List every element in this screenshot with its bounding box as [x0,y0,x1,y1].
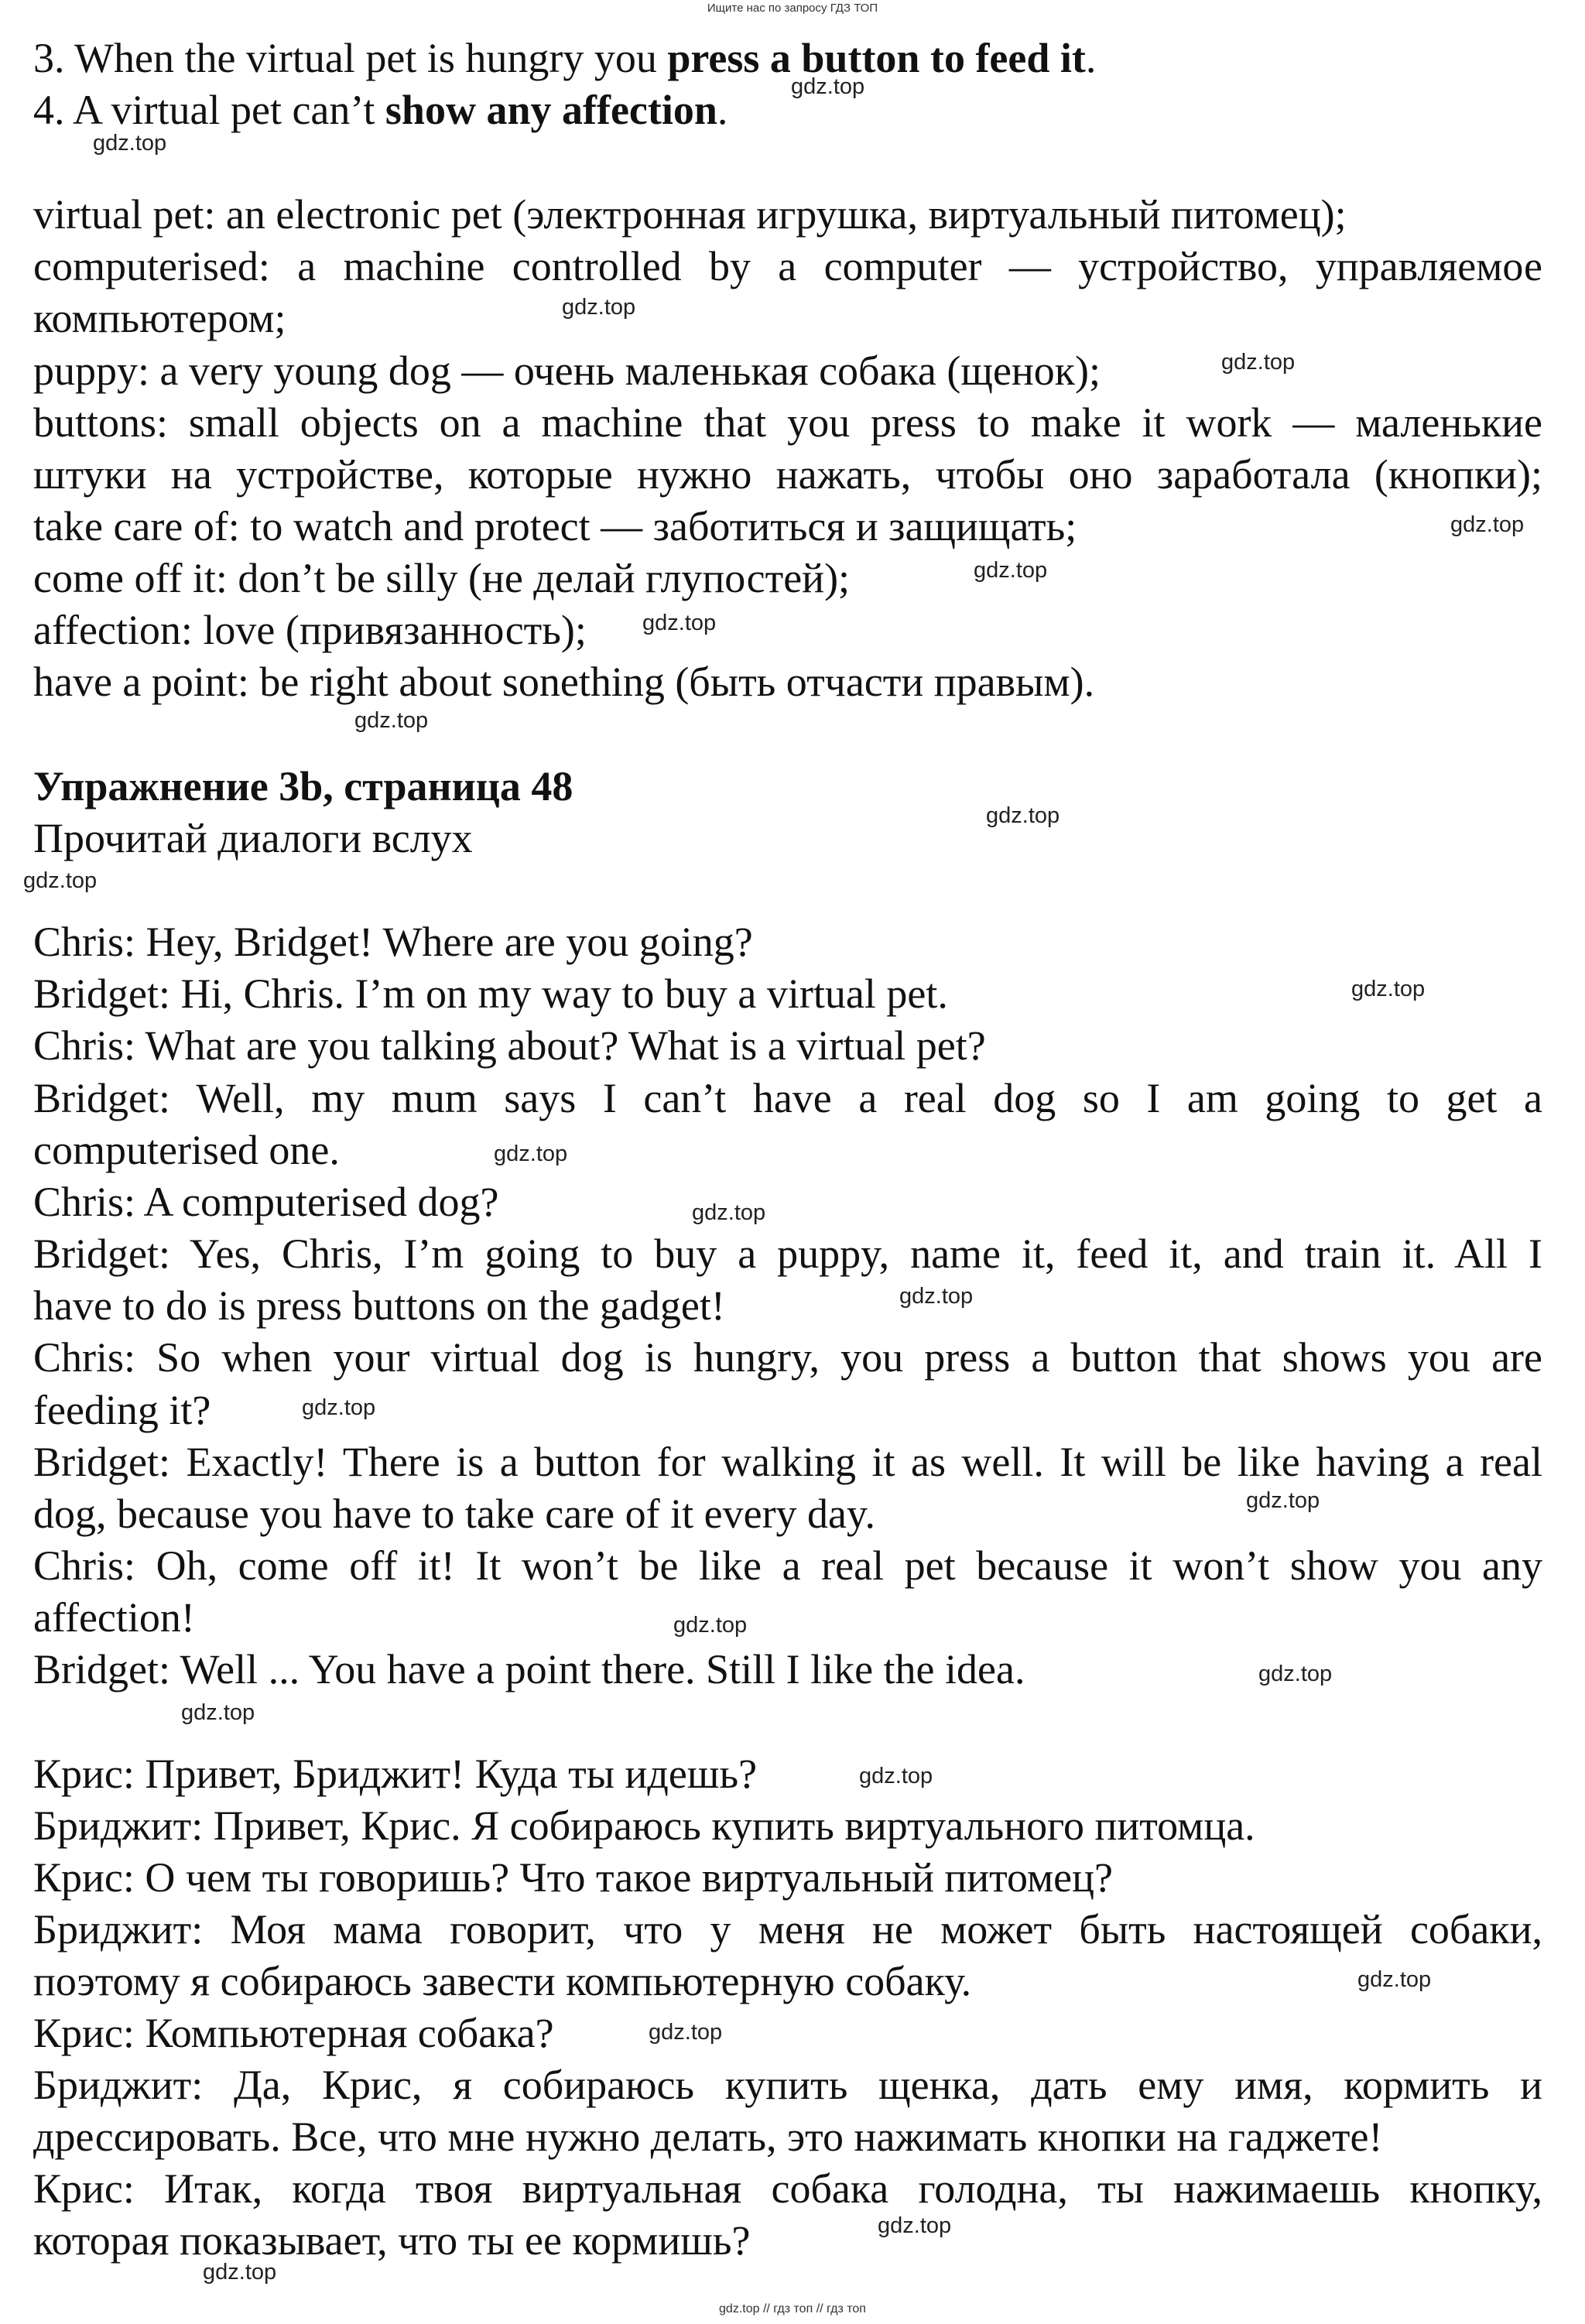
dialogue-en-line: computerised one. [33,1127,340,1173]
glossary-line: computerised: a machine controlled by a computer — устройство, управляемое [33,243,1542,289]
dialogue-en-line: Bridget: Exactly! There is a button for walking it as well. It will be like having a real [33,1439,1542,1485]
glossary-line: come off it: don’t be silly (не делай глупостей); [33,555,851,601]
watermark: gdz.top [354,708,429,733]
watermark: gdz.top [899,1284,974,1309]
watermark: gdz.top [494,1141,568,1166]
glossary-line: virtual pet: an electronic pet (электронная игрушка, виртуальный питомец); [33,191,1347,238]
dialogue-en-line: Bridget: Well, my mum says I can’t have a real dog so I am going to get a [33,1075,1542,1121]
watermark: gdz.top [1351,977,1426,1001]
watermark: gdz.top [203,2260,277,2285]
watermark: gdz.top [692,1200,766,1225]
dialogue-en-line: Chris: Oh, come off it! It won’t be like a real pet because it won’t show you any [33,1542,1542,1589]
watermark: gdz.top [878,2213,952,2238]
dialogue-en-line: Bridget: Yes, Chris, I’m going to buy a puppy, name it, feed it, and train it. All I [33,1230,1542,1277]
footer-links: gdz.top // гдз топ // гдз топ [719,2302,866,2315]
dialogue-en-line: Chris: A computerised dog? [33,1179,499,1225]
watermark: gdz.top [1258,1662,1333,1686]
dialogue-ru-line: которая показывает, что ты ее кормишь? [33,2217,751,2264]
watermark: gdz.top [791,74,865,99]
glossary-line: take care of: to watch and protect — заботиться и защищать; [33,503,1077,549]
watermark: gdz.top [859,1764,933,1788]
exercise-heading: Упражнение 3b, страница 48 [33,763,573,809]
watermark: gdz.top [642,611,717,635]
glossary-line: buttons: small objects on a machine that you press to make it work — маленькие [33,399,1542,446]
glossary-line: компьютером; [33,295,286,341]
dialogue-en-line: Bridget: Well ... You have a point there. Still I like the idea. [33,1646,1025,1693]
watermark: gdz.top [302,1395,376,1420]
dialogue-en-line: Chris: So when your virtual dog is hungry, you press a button that shows you are [33,1334,1542,1381]
dialogue-en-line: Chris: What are you talking about? What is a virtual pet? [33,1022,986,1069]
dialogue-ru-line: Бриджит: Да, Крис, я собираюсь купить щенка, дать ему имя, кормить и [33,2062,1542,2108]
glossary-line: affection: love (привязанность); [33,607,587,653]
watermark: gdz.top [1246,1488,1320,1513]
dialogue-ru-line: дрессировать. Все, что мне нужно делать, это нажимать кнопки на гаджете! [33,2114,1383,2160]
dialogue-en-line: affection! [33,1594,195,1641]
answer-item-4: 4. A virtual pet can’t show any affection. [33,87,728,133]
dialogue-ru-line: Крис: Компьютерная собака? [33,2010,554,2056]
glossary-line: have a point: be right about sonething (быть отчасти правым). [33,659,1095,705]
watermark: gdz.top [673,1613,748,1638]
dialogue-ru-line: поэтому я собираюсь завести компьютерную собаку. [33,1958,972,2004]
answer-item-3: 3. When the virtual pet is hungry you press a button to feed it. [33,35,1097,81]
glossary-line: штуки на устройстве, которые нужно нажать, чтобы оно заработала (кнопки); [33,451,1542,498]
watermark: gdz.top [1221,350,1296,375]
watermark: gdz.top [181,1700,255,1725]
dialogue-en-line: Bridget: Hi, Chris. I’m on my way to buy a virtual pet. [33,970,948,1017]
watermark: gdz.top [974,558,1048,583]
watermark: gdz.top [562,295,636,320]
exercise-instruction: Прочитай диалоги вслух [33,815,473,861]
dialogue-en-line: dog, because you have to take care of it every day. [33,1491,876,1537]
top-banner: Ищите нас по запросу ГДЗ ТОП [707,2,878,15]
watermark: gdz.top [649,2020,723,2045]
watermark: gdz.top [1357,1967,1432,1992]
dialogue-ru-line: Крис: О чем ты говоришь? Что такое виртуальный питомец? [33,1854,1114,1901]
dialogue-ru-line: Крис: Привет, Бриджит! Куда ты идешь? [33,1751,758,1797]
dialogue-en-line: feeding it? [33,1387,211,1433]
dialogue-ru-line: Бриджит: Моя мама говорит, что у меня не может быть настоящей собаки, [33,1906,1542,1953]
glossary-line: puppy: a very young dog — очень маленькая собака (щенок); [33,347,1101,394]
dialogue-ru-line: Бриджит: Привет, Крис. Я собираюсь купить виртуального питомца. [33,1802,1255,1849]
dialogue-ru-line: Крис: Итак, когда твоя виртуальная собака голодна, ты нажимаешь кнопку, [33,2165,1542,2212]
watermark: gdz.top [23,868,98,893]
dialogue-en-line: have to do is press buttons on the gadget! [33,1282,725,1329]
dialogue-en-line: Chris: Hey, Bridget! Where are you going? [33,919,753,965]
watermark: gdz.top [986,803,1060,828]
watermark: gdz.top [93,131,167,156]
watermark: gdz.top [1450,512,1525,537]
